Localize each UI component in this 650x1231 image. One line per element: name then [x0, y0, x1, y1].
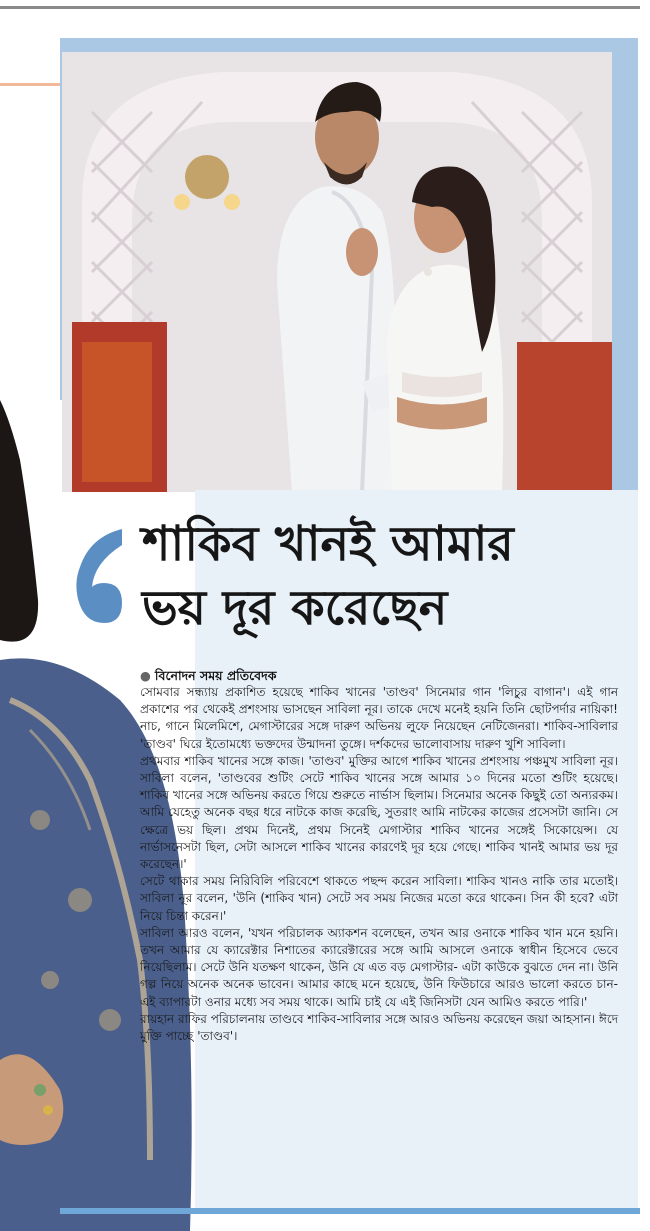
paragraph: সেটে থাকার সময় নিরিবিলি পরিবেশে থাকতে পছন্দ করেন সাবিলা। শাকিব খানও নাকি তার মতোই। সাবিলা নূর বলেন, 'উনি (শাকিব খান) সেটে সব সময় নিজের মতো করে থাকেন। সিন কী হবে? এটা নিয়ে চিন্তা করেন।': [140, 874, 618, 923]
article-body: [140, 684, 618, 1045]
paragraph: সোমবার সন্ধ্যায় প্রকাশিত হয়েছে শাকিব খানের 'তাণ্ডব' সিনেমার গান 'লিচুর বাগান'। এই গান প্রকাশের পর থেকেই প্রশংসায় ভাসছেন সাবিলা নূর। তাকে দেখে মনেই হয়নি তিনি ছোটপর্দার নায়িকা! নাচ, গানে মিলেমিশে, মেগাস্টারের সঙ্গে দারুণ অভিনয় লুফে নিয়েছেন নেটিজেনরা। শাকিব-সাবিলার 'তাণ্ডব' ঘিরে ইতোমধ্যে ভক্তদের উন্মাদনা তুঙ্গে। দর্শকদের ভালোবাসায় দারুণ খুশি সাবিলা।: [140, 685, 618, 751]
paragraph: রায়হান রাফির পরিচালনায় তাণ্ডবে শাকিব-সাবিলার সঙ্গে আরও অভিনয় করেছেন জয়া আহসান। ঈদে মুক্তি পাচ্ছে 'তাণ্ডব'।: [140, 1011, 618, 1044]
top-rule: [0, 6, 640, 9]
paragraph: প্রথমবার শাকিব খানের সঙ্গে কাজ। 'তাণ্ডব' মুক্তির আগে শাকিব খানের প্রশংসায় পঞ্চমুখ সাবিলা নূর। সাবিলা বলেন, 'তাণ্ডবের শুটিং সেটে শাকিব খানের সঙ্গে আমার ১০ দিনের মতো শুটিং হয়েছে। শাকিব খানের সঙ্গে অভিনয় করতে গিয়ে শুরুতে নার্ভাস ছিলাম। সিনেমার অনেক কিছুই তো অন্যরকম। আমি যেহেতু অনেক বছর ধরে নাটকে কাজ করেছি, সুতরাং আমি নাটকের কাজের প্রসেসটা জানি। সে ক্ষেত্রে ভয় ছিল। প্রথম দিনেই, প্রথম সিনেই মেগাস্টার শাকিব খানের সঙ্গেই সিকোয়েন্স। যে নার্ভাসনেসটা ছিল, সেটা আসলে শাকিব খানের কারণেই দূর হয়ে গেছে। শাকিব খানই আমার ভয় দূর করেছেন।': [140, 753, 618, 872]
bottom-rule: [60, 1208, 640, 1214]
paragraph: সাবিলা আরও বলেন, 'যখন পরিচালক অ্যাকশন বলেছেন, তখন আর ওনাকে শাকিব খান মনে হয়নি। তখন আমার যে ক্যারেক্টার নিশাতের ক্যারেক্টারের সঙ্গে আমি আসলে ওনাকে স্বাধীন হিসেবে ভেবে নিয়েছিলাম। সেটে উনি যতক্ষণ থাকেন, উনি যে এত বড় মেগাস্টার- এটা কাউকে বুঝতে দেন না। উনি গল্প নিয়ে অনেক অনেক ভাবেন। আমার কাছে মনে হয়েছে, উনি ফিউচারে আরও ভালো করতে চান- এই ব্যাপারটা ওনার মধ্যে সব সময় থাকে। আমি চাই যে এই জিনিসটা যেন আমিও করতে পারি।': [140, 925, 618, 1009]
quote-mark-icon: [70, 527, 130, 627]
headline-line-2: ভয় দূর করেছেন: [142, 580, 448, 636]
bullet-icon: ●: [140, 668, 151, 683]
byline-text: বিনোদন সময় প্রতিবেদক: [154, 668, 277, 683]
movie-still-photo: [62, 52, 612, 492]
headline-line-1: শাকিব খানই আমার: [142, 516, 514, 572]
article-headline: [142, 512, 612, 640]
